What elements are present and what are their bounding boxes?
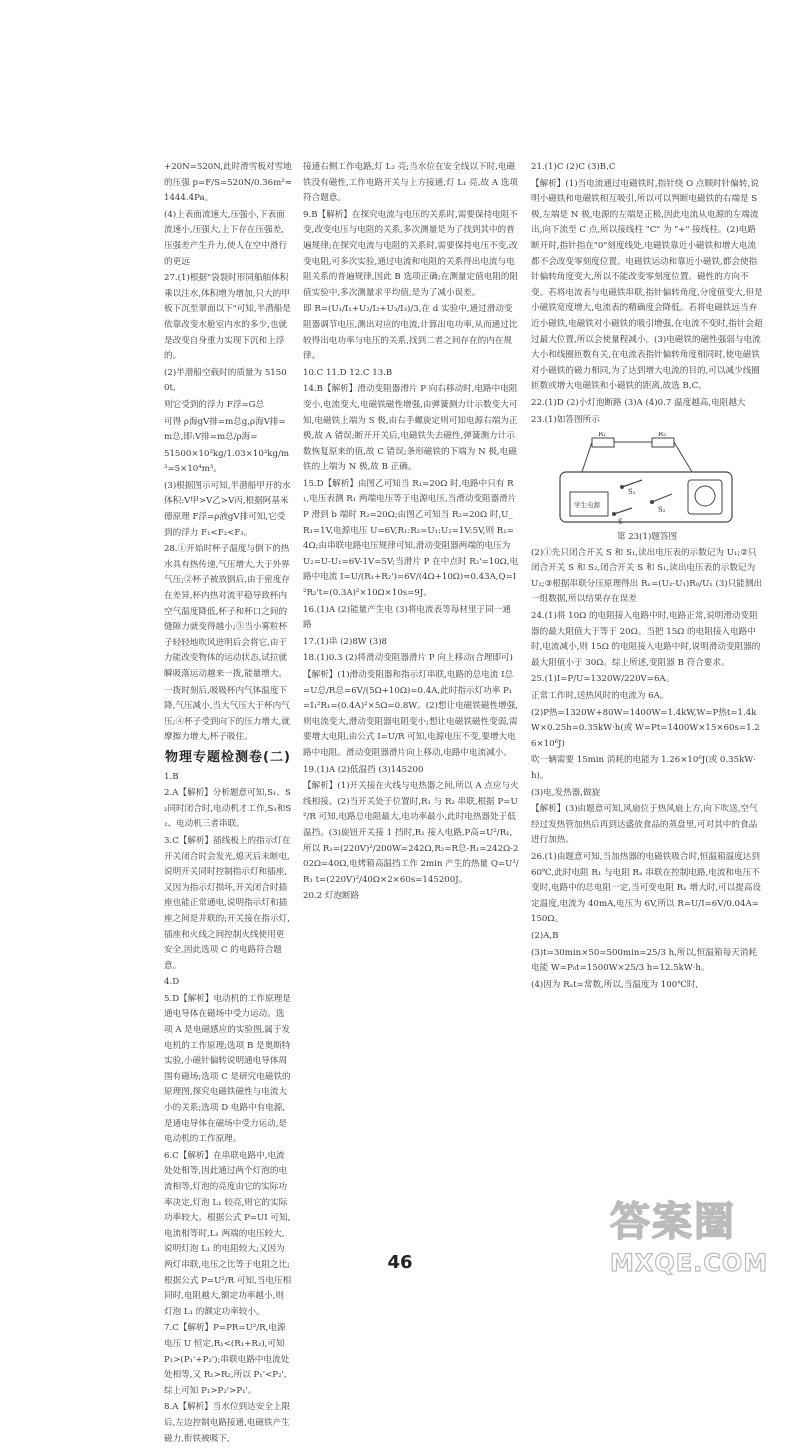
answer-item: 10.C 11.D 12.C 13.B	[303, 367, 393, 378]
answer-item: 5.D【解析】电动机的工作原理是通电导体在磁场中受力运动。选项 A 是电磁感应的实验图,属于发电机的工作原理;选项 B 是奥斯特实验,小磁针偏转说明通电导体周围有磁场;选项 C 是研究电磁铁的原理图,探究电磁铁磁性与电流大小的关系;选项 D 电路中有电源,是通电导体在磁场中受力运动,是电动机的工作原理。	[164, 993, 291, 1145]
paragraph: 可得 ρ海gV排=m总g,ρ海V排=m总,即:V排=m总/ρ海=	[164, 416, 286, 443]
answer-item: 8.A【解析】当水位到达安全上限后,左边控制电路接通,电磁铁产生磁力,衔铁被吸下,	[164, 1402, 291, 1444]
switch-s1	[622, 480, 642, 487]
paragraph: 接通右侧工作电路,灯 L₂ 亮;当水位在安全线以下时,电磁铁没有磁性,工作电路开关与上方接通,灯 L₁ 亮,故 A 选项符合题意。	[303, 162, 518, 204]
answer-item: 3.C【解析】插线板上的指示灯在开关闭合时会发光,熄灭后未断电,说明开关同时控制指示灯和插座,又因为指示灯损坏,开关闭合时插座也能正常通电,说明指示灯和插座之间是并联的;开关接在指示灯,插座和火线之间控制火线使用更安全,因此选项 C 的电路符合题意。	[164, 835, 291, 971]
terminal	[620, 485, 624, 489]
answer-item: 20.2 灯泡断路	[303, 891, 360, 902]
voltmeter	[688, 480, 722, 514]
paragraph: 则它受到的浮力 F浮=G总	[164, 399, 265, 410]
paragraph: 51500×10³kg/1.03×10³kg/m³=5×10⁴m³。	[164, 448, 289, 475]
answer-item: 22.(1)D (2)小灯泡断路 (3)A (4)0.7 温度越高,电阻越大	[531, 397, 746, 408]
label-s: S	[618, 518, 623, 527]
paragraph: 【解析】(1)当电流通过电磁铁时,指针绕 O 点顺时针偏转,说明小磁铁和电磁铁相互吸引,所以可以判断电磁铁的右端是 S 极,左端是 N 极,电源的左端是正极,因此电流从电源的左端流出,向下流至 C 点,所以接线柱 "C" 为 "+" 接线柱。(2)电路断开时,指针指在"0"刻度线处,电磁铁靠近小磁铁和增大电流都不会改变零刻度位置。电磁铁运动和靠近小磁铁,都会使指针偏转角度变大,所以不能改变零刻度位置。磁性的方向不变。若将电流表与电磁铁串联,指针偏转角度,分度值变大,但是小磁铁宽度增大,电流表的精确度会降低。若将电磁铁远当弃近小磁铁,电磁铁对小磁铁的吸引增强,在电流不变时,指针会超过最大位置,所以会使量程减小。(3)电磁铁的磁性强弱与电流大小和线圈匝数有关,在电流表指针偏转角度相同时,使电磁铁对小磁铁的磁力相同,为了达到增大电流的目的,可以减少线圈匝数或增大电磁铁和小磁铁的距离,故选 B,C。	[531, 178, 763, 392]
wire	[582, 442, 592, 472]
answer-item: 15.D【解析】由图乙可知当 R₁=20Ω 时,电路中只有 R₁,电压表测 R₁ 两端电压等于电源电压,当滑动变阻器滑片 P 滑到 b 端时 R₂=20Ω;由图乙可知当 R₂=20Ω 时,U_R₁=1V,电源电压 U=6V,R₁:R₂=U₁:U₂=1V:5V,则 R₁=4Ω;由串联电路电压规律可知,滑动变阻器两端的电压为 U₂=U-U₁=6V-1V=5V;当滑片 P 在中点时 R₂'=10Ω,电路中电流 I=U/(R₁+R₂')=6V/(4Ω+10Ω)≈0.43A,Q=I²R₂'t=(0.3A)²×10Ω×10s=9J。	[303, 478, 519, 599]
paragraph: (2)P热=1320W+80W=1400W=1.4kW,W=P热t=1.4kW×0.25h=0.35kW·h(或 W=Pt=1400W×15×60s=1.26×10⁶J)	[531, 707, 760, 749]
paragraph: 即 R=(U₁/I₁+U₂/I₂+U₃/I₃)/3,在 d 实验中,通过滑动变阻器调节电压,测出对应的电流,计算出电功率,从而通过比较得出电功率与电压的关系,找到二者之间存在的内在规律。	[303, 304, 518, 362]
answer-item: 23.(1)如答图所示	[531, 414, 600, 425]
paragraph: (2)①先只闭合开关 S 和 S₁,读出电压表的示数记为 U₁;②只闭合开关 S 和 S₂,闭合开关 S 和 S₁,读出电压表的示数记为 U₂;③根据串联分压原理得出 Rₓ=(U₂-U₁)R₀/U₁ (3)只能测出一组数据,所以结果存在误差	[531, 547, 763, 605]
paragraph: 吹一辆需要 15min 消耗的电能为 1.26×10⁶J(或 0.35kW·h)。	[531, 755, 756, 781]
resistor-r2	[652, 438, 674, 447]
answer-item: 17.(1)串 (2)8W (3)8	[303, 636, 388, 647]
paragraph: +20N=520N,此时滑雪板对雪地的压强 p=F/S=520N/0.36m²≈1444.4Pa。	[164, 162, 292, 204]
terminal	[650, 500, 654, 504]
label-s1: S₁	[628, 488, 636, 497]
column-3	[531, 160, 763, 994]
answer-item: (2)A,B	[531, 930, 559, 941]
answer-item: 16.(1)A (2)能量产生电 (3)将电流表等每材里于同一通路	[303, 604, 511, 631]
label-source: 学生电源	[574, 501, 600, 510]
label-s2: S₂	[658, 506, 666, 515]
column-2	[303, 160, 519, 906]
label-r1: R₁	[598, 432, 607, 439]
circuit-svg	[552, 432, 742, 528]
label-r2: R₂	[658, 432, 667, 439]
paragraph: 【解析】(1)滑动变阻器和指示灯串联,电路的总电流 I总=U总/R总=6V/(5Ω+10Ω)=0.4A,此时指示灯功率 P₁=I₁²R₁=(0.4A)²×5Ω=0.8W。(2)想让电磁铁磁性增强,则电流变大,滑动变阻器电阻变小;想让电磁铁磁性变弱,需要增大电阻,由公式 I=U/R 可知,电源电压不变,要增大电路中电阻。滑动变阻器滑片向上移动,电路中电流减小。	[303, 670, 518, 758]
paragraph: (4)因为 Rₓt=常数,所以,当温度为 100℃时,	[531, 979, 699, 990]
switch-s2	[652, 494, 672, 502]
paragraph: 正常工作时,送热风时的电流为 6A。	[531, 691, 669, 702]
answer-item: 21.(1)C (2)C (3)B,C	[531, 162, 616, 172]
wire	[674, 442, 692, 472]
switch-s	[614, 508, 632, 514]
paragraph: (3)电,发热器,做旋	[531, 787, 601, 798]
paragraph: 【解析】(1)开关接在火线与电热器之间,所以 A 点应与火线相接。(2)当开关处于位置时,R₁ 与 R₂ 串联,根据 P=U²/R 可知,电路总电阻最大,电功率最小,此时电热器处于低温挡。(3)旋钮开关接 1 挡时,R₁ 接入电路,P高=U²/R₁,所以 R₁=(220V)²/200W=242Ω,R₂=R总-R₁=242Ω-202Ω=40Ω,电烤箱高温挡工作 2min 产生的热量 Q=U²/R₁ t=(220V)²/40Ω×2×60s=145200J。	[303, 781, 519, 885]
watermark-url: MXQE.COM	[610, 1249, 769, 1277]
answer-item: 9.B【解析】在探究电流与电压的关系时,需要保持电阻不变,改变电压与电阻的关系,多次测量是为了找到其中的普遍规律;在探究电流与电阻的关系时,需要保持电压不变,改变电阻,可多次实验,通过电流和电阻的关系得出电流与电阻关系的普遍规律,因此 B 选项正确;在测量定值电阻的阻值实验中,多次测量求平均值,是为了减小误差。	[303, 209, 519, 298]
section-title: 物理专题检测卷(二)	[165, 749, 291, 765]
page-number: 46	[387, 1252, 413, 1273]
watermark-logo	[610, 1190, 790, 1298]
answer-item: 7.C【解析】P=PR=U²/R,电源电压 U 恒定,R₁<(R₁+R₂),可知 P₁>(P₁'+P₂');串联电路中电流处处相等,又 R₁>R₂,所以 P₁'<P₂',综上可知 P₁>P₂'>P₁'。	[164, 1323, 290, 1396]
answer-item: 14.B【解析】滑动变阻器滑片 P 向右移动时,电路中电阻变小,电流变大,电磁铁磁性增强,由弹簧测力计示数变大可知,电磁铁上端为 S 极,由右手螺旋定则可知电源右端为正极,故 A 错误;断开开关后,电磁铁失去磁性,弹簧测力计示数恢复原来的值,故 C 错误;条形磁铁的下端为 N 极,电磁铁的上端为 N 极,故 B 正确。	[303, 384, 518, 473]
paragraph: 27.(1)根据"袋裂时形同船舶体积乘以注水,体积增为增加,只大的甲板下沉至翠面以下"可知,半潜船是依靠改变水舱室内水的多少,也就是改变自身重力实现下沉和上浮的。	[164, 273, 291, 362]
answer-item: 2.A【解析】分析题意可知,S₁、S₂同时闭合时,电动机才工作,S₁和S₂、电动机三者串联。	[164, 788, 292, 830]
circuit-diagram	[552, 432, 742, 528]
terminal	[612, 512, 616, 516]
answer-item: 19.(1)A (2)低温挡 (3)145200	[303, 764, 424, 775]
paragraph: 【解析】(3)由题意可知,风扇位于热风扇上方,向下吹送,空气经过发热管加热后再到达盛放食品的蒸盘里,可对其中的食品进行加热。	[531, 804, 758, 846]
figure-caption: 第 23(1)题答图	[616, 532, 678, 543]
resistor-r1	[592, 438, 614, 447]
paragraph: (2)半潜船空载时的质量为 51500t,	[164, 367, 287, 394]
answer-item: 6.C【解析】在串联电路中,电流处处相等,因此通过两个灯泡的电流相等,灯泡的亮度由它的实际功率决定,灯泡 L₁ 较亮,则它的实际功率较大。根据公式 P=UI 可知,电流相等时,L₁ 两端的电压较大,说明灯泡 L₁ 的电阻较大;又因为两灯串联,电压之比等于电阻之比;根据公式 P=U²/R 可知,当电压相同时,电阻越大,额定功率越小,则灯泡 L₁ 的额定功率较小。	[164, 1150, 292, 1317]
paragraph: 一拨时刻后,吸吸杯内气体温度下降,气压减小,当大气压大于杯内气压;④杯子受到向下的压力增大,就摩擦力增大,杯子吸住。	[164, 685, 290, 743]
paragraph: (3)t=30min×50=500min=25/3 h,所以,恒温箱每天消耗电能 W=P₀t=1500W×25/3 h=12.5kW·h。	[531, 947, 757, 974]
paragraph: (4)上表面流速大,压强小,下表面流速小,压强大,上下存在压强差,压强差产生升力,使人在空中滑行的更远	[164, 209, 288, 267]
answer-item: 4.D	[164, 977, 180, 988]
answer-item: 18.(1)0.3 (2)将滑动变阻器滑片 P 向上移动(合理即可)	[303, 653, 513, 664]
watermark-text: 答案圈	[610, 1199, 736, 1245]
answer-item: 1.B	[164, 771, 179, 782]
paragraph: 28.①开始时杯子温度与倒下的热水具有热传递,气压增大,大于外界气压;②杯子被放倒后,由于密度存在差异,杯内热对流平稳导致杯内空气温度降低,杯子和杯口之间的缝隙力就变得越小;③当小雾粒杯子轻轻地吹风进明后会将它,由于力能改变物体的运动状态,试拉就瞬吸落运动越来一拨,能量增大。	[164, 544, 290, 679]
paragraph: (3)根据图示可知,半潜船甲开的水体积:V甲>V乙>V丙,根据阿基米德原理 F浮=ρ液gV排可知,它受到的浮力 F₁<F₂<F₃。	[164, 480, 291, 538]
answer-item: 24.(1)将 10Ω 的电阻接入电路中时,电路正常,说明滑动变阻器的最大阻值大于等于 20Ω。当把 15Ω 的电阻接入电路中时,电流减小,则 15Ω 的电阻接入电路中时,说明滑动变阻器的最大阻值小于 30Ω。综上所述,变阻器 B 符合要求。	[531, 611, 761, 668]
answer-item: 25.(1)I=P/U=1320W/220V=6A。	[531, 674, 675, 685]
answer-item: 26.(1)由题意可知,当加热器的电磁铁吸合时,恒温箱温度达到 60℃,此时电阻 R₁ 与电阻 Rₓ 串联在控制电路,电流和电压不变时,电路中的总电阻一定,当可变电阻 Rₓ 增大时,可以提高设定温度,电流为 40mA,电压为 6V,所以 R=U/I=6V/0.04A=150Ω。	[531, 851, 762, 925]
